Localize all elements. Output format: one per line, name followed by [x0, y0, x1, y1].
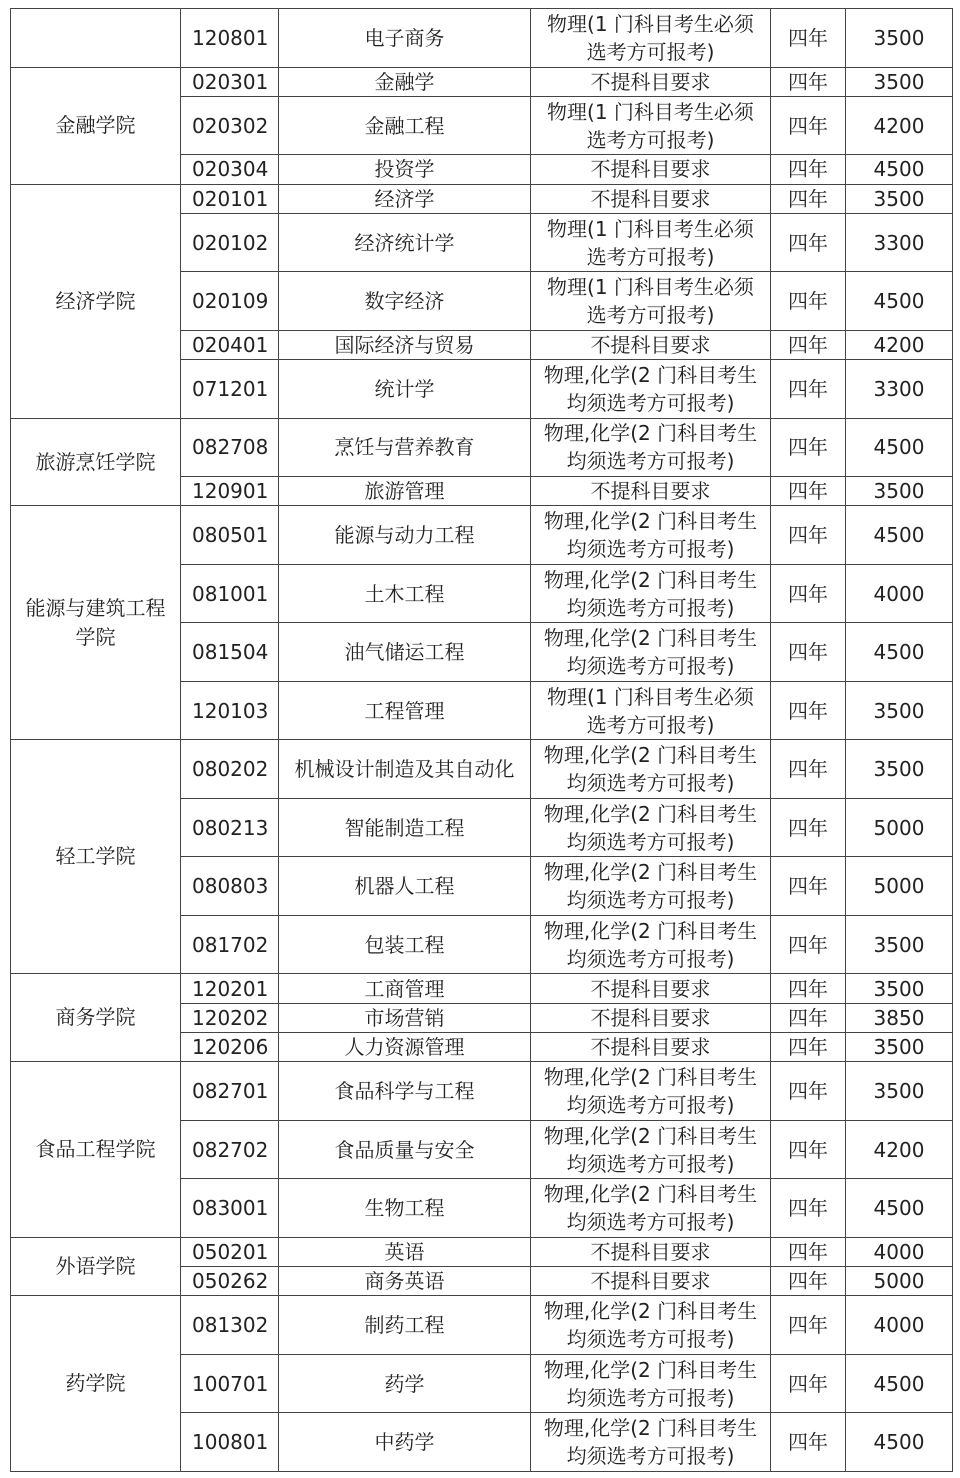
major-name: 经济统计学 [279, 213, 531, 272]
subject-requirement: 不提科目要求 [531, 1267, 771, 1296]
college-name: 能源与建筑工程 学院 [11, 506, 181, 740]
major-code: 081702 [181, 915, 279, 974]
major-code: 080202 [181, 740, 279, 799]
subject-requirement: 物理,化学(2 门科目考生 均须选考方可报考) [531, 360, 771, 419]
major-code: 081302 [181, 1296, 279, 1355]
major-code: 082701 [181, 1062, 279, 1121]
major-name: 油气储运工程 [279, 623, 531, 682]
major-name: 英语 [279, 1237, 531, 1266]
table-row [11, 1237, 953, 1266]
table-row [11, 418, 953, 477]
subject-requirement: 物理(1 门科目考生必须 选考方可报考) [531, 681, 771, 740]
tuition: 4500 [846, 506, 953, 565]
college-name: 外语学院 [11, 1237, 181, 1296]
table-row [11, 67, 953, 96]
subject-requirement: 不提科目要求 [531, 1033, 771, 1062]
duration: 四年 [771, 184, 846, 213]
duration: 四年 [771, 330, 846, 359]
major-name: 机器人工程 [279, 857, 531, 916]
tuition: 5000 [846, 857, 953, 916]
table-row [11, 1296, 953, 1355]
tuition: 4500 [846, 272, 953, 331]
subject-requirement: 物理,化学(2 门科目考生 均须选考方可报考) [531, 857, 771, 916]
tuition: 3500 [846, 915, 953, 974]
subject-requirement: 物理,化学(2 门科目考生 均须选考方可报考) [531, 915, 771, 974]
tuition: 5000 [846, 1267, 953, 1296]
major-code: 050201 [181, 1237, 279, 1266]
tuition: 4500 [846, 1354, 953, 1413]
major-name: 市场营销 [279, 1003, 531, 1032]
tuition: 3500 [846, 67, 953, 96]
tuition: 3500 [846, 1062, 953, 1121]
major-name: 中药学 [279, 1413, 531, 1472]
table-row [11, 740, 953, 799]
tuition: 4500 [846, 1179, 953, 1238]
tuition: 4000 [846, 1237, 953, 1266]
major-code: 020101 [181, 184, 279, 213]
major-code: 082702 [181, 1120, 279, 1179]
duration: 四年 [771, 1237, 846, 1266]
college-name [11, 9, 181, 68]
major-name: 能源与动力工程 [279, 506, 531, 565]
subject-requirement: 物理,化学(2 门科目考生 均须选考方可报考) [531, 623, 771, 682]
major-name: 经济学 [279, 184, 531, 213]
subject-requirement: 不提科目要求 [531, 67, 771, 96]
college-name: 轻工学院 [11, 740, 181, 974]
major-code: 080213 [181, 798, 279, 857]
major-code: 050262 [181, 1267, 279, 1296]
college-name: 金融学院 [11, 67, 181, 184]
subject-requirement: 物理(1 门科目考生必须 选考方可报考) [531, 213, 771, 272]
major-name: 机械设计制造及其自动化 [279, 740, 531, 799]
duration: 四年 [771, 477, 846, 506]
college-name: 经济学院 [11, 184, 181, 418]
tuition: 4200 [846, 330, 953, 359]
major-name: 商务英语 [279, 1267, 531, 1296]
subject-requirement: 物理,化学(2 门科目考生 均须选考方可报考) [531, 740, 771, 799]
major-name: 工商管理 [279, 974, 531, 1003]
subject-requirement: 物理,化学(2 门科目考生 均须选考方可报考) [531, 564, 771, 623]
college-name: 旅游烹饪学院 [11, 418, 181, 506]
tuition: 3300 [846, 360, 953, 419]
major-name: 包装工程 [279, 915, 531, 974]
duration: 四年 [771, 1267, 846, 1296]
duration: 四年 [771, 798, 846, 857]
subject-requirement: 物理,化学(2 门科目考生 均须选考方可报考) [531, 798, 771, 857]
subject-requirement: 物理,化学(2 门科目考生 均须选考方可报考) [531, 506, 771, 565]
major-name: 国际经济与贸易 [279, 330, 531, 359]
major-name: 金融工程 [279, 96, 531, 155]
duration: 四年 [771, 915, 846, 974]
major-code: 120202 [181, 1003, 279, 1032]
tuition: 4000 [846, 564, 953, 623]
major-code: 120901 [181, 477, 279, 506]
tuition: 3500 [846, 184, 953, 213]
major-code: 020401 [181, 330, 279, 359]
major-name: 电子商务 [279, 9, 531, 68]
tuition: 4200 [846, 1120, 953, 1179]
duration: 四年 [771, 1062, 846, 1121]
college-name: 药学院 [11, 1296, 181, 1472]
major-name: 食品科学与工程 [279, 1062, 531, 1121]
tuition: 3500 [846, 740, 953, 799]
major-name: 食品质量与安全 [279, 1120, 531, 1179]
major-code: 020102 [181, 213, 279, 272]
duration: 四年 [771, 1354, 846, 1413]
major-name: 工程管理 [279, 681, 531, 740]
subject-requirement: 不提科目要求 [531, 1237, 771, 1266]
subject-requirement: 物理,化学(2 门科目考生 均须选考方可报考) [531, 1296, 771, 1355]
subject-requirement: 物理,化学(2 门科目考生 均须选考方可报考) [531, 1354, 771, 1413]
duration: 四年 [771, 1413, 846, 1472]
subject-requirement: 物理,化学(2 门科目考生 均须选考方可报考) [531, 1413, 771, 1472]
subject-requirement: 物理,化学(2 门科目考生 均须选考方可报考) [531, 418, 771, 477]
subject-requirement: 物理(1 门科目考生必须 选考方可报考) [531, 272, 771, 331]
major-code: 080803 [181, 857, 279, 916]
tuition: 3500 [846, 9, 953, 68]
subject-requirement: 物理(1 门科目考生必须 选考方可报考) [531, 9, 771, 68]
major-code: 100801 [181, 1413, 279, 1472]
subject-requirement: 不提科目要求 [531, 330, 771, 359]
major-code: 120103 [181, 681, 279, 740]
duration: 四年 [771, 1179, 846, 1238]
tuition: 4500 [846, 418, 953, 477]
major-name: 统计学 [279, 360, 531, 419]
college-name: 商务学院 [11, 974, 181, 1062]
tuition: 3500 [846, 681, 953, 740]
major-code: 071201 [181, 360, 279, 419]
tuition: 4500 [846, 1413, 953, 1472]
duration: 四年 [771, 1003, 846, 1032]
duration: 四年 [771, 1033, 846, 1062]
major-code: 020109 [181, 272, 279, 331]
duration: 四年 [771, 155, 846, 184]
major-name: 烹饪与营养教育 [279, 418, 531, 477]
subject-requirement: 物理,化学(2 门科目考生 均须选考方可报考) [531, 1062, 771, 1121]
table-row [11, 506, 953, 565]
subject-requirement: 不提科目要求 [531, 477, 771, 506]
tuition: 4200 [846, 96, 953, 155]
duration: 四年 [771, 974, 846, 1003]
duration: 四年 [771, 418, 846, 477]
major-name: 旅游管理 [279, 477, 531, 506]
duration: 四年 [771, 681, 846, 740]
duration: 四年 [771, 1120, 846, 1179]
duration: 四年 [771, 740, 846, 799]
major-code: 120206 [181, 1033, 279, 1062]
table-row [11, 974, 953, 1003]
tuition: 3500 [846, 1033, 953, 1062]
major-code: 020304 [181, 155, 279, 184]
duration: 四年 [771, 67, 846, 96]
major-code: 120801 [181, 9, 279, 68]
major-name: 金融学 [279, 67, 531, 96]
duration: 四年 [771, 506, 846, 565]
table-row [11, 184, 953, 213]
major-code: 080501 [181, 506, 279, 565]
major-name: 生物工程 [279, 1179, 531, 1238]
majors-table [10, 8, 953, 1472]
subject-requirement: 不提科目要求 [531, 974, 771, 1003]
major-code: 081504 [181, 623, 279, 682]
tuition: 4500 [846, 155, 953, 184]
subject-requirement: 物理(1 门科目考生必须 选考方可报考) [531, 96, 771, 155]
subject-requirement: 不提科目要求 [531, 155, 771, 184]
tuition: 5000 [846, 798, 953, 857]
major-name: 投资学 [279, 155, 531, 184]
major-name: 人力资源管理 [279, 1033, 531, 1062]
duration: 四年 [771, 623, 846, 682]
tuition: 4500 [846, 623, 953, 682]
subject-requirement: 不提科目要求 [531, 184, 771, 213]
duration: 四年 [771, 1296, 846, 1355]
duration: 四年 [771, 360, 846, 419]
duration: 四年 [771, 96, 846, 155]
tuition: 3500 [846, 974, 953, 1003]
tuition: 3500 [846, 477, 953, 506]
major-code: 081001 [181, 564, 279, 623]
major-code: 020301 [181, 67, 279, 96]
table-row [11, 1062, 953, 1121]
duration: 四年 [771, 213, 846, 272]
table-row [11, 9, 953, 68]
major-name: 土木工程 [279, 564, 531, 623]
major-code: 020302 [181, 96, 279, 155]
tuition: 4000 [846, 1296, 953, 1355]
duration: 四年 [771, 857, 846, 916]
major-name: 制药工程 [279, 1296, 531, 1355]
duration: 四年 [771, 272, 846, 331]
duration: 四年 [771, 9, 846, 68]
major-code: 100701 [181, 1354, 279, 1413]
subject-requirement: 物理,化学(2 门科目考生 均须选考方可报考) [531, 1120, 771, 1179]
major-code: 083001 [181, 1179, 279, 1238]
tuition: 3300 [846, 213, 953, 272]
major-name: 智能制造工程 [279, 798, 531, 857]
major-name: 数字经济 [279, 272, 531, 331]
major-code: 082708 [181, 418, 279, 477]
college-name: 食品工程学院 [11, 1062, 181, 1238]
subject-requirement: 不提科目要求 [531, 1003, 771, 1032]
tuition: 3850 [846, 1003, 953, 1032]
major-code: 120201 [181, 974, 279, 1003]
major-name: 药学 [279, 1354, 531, 1413]
subject-requirement: 物理,化学(2 门科目考生 均须选考方可报考) [531, 1179, 771, 1238]
duration: 四年 [771, 564, 846, 623]
